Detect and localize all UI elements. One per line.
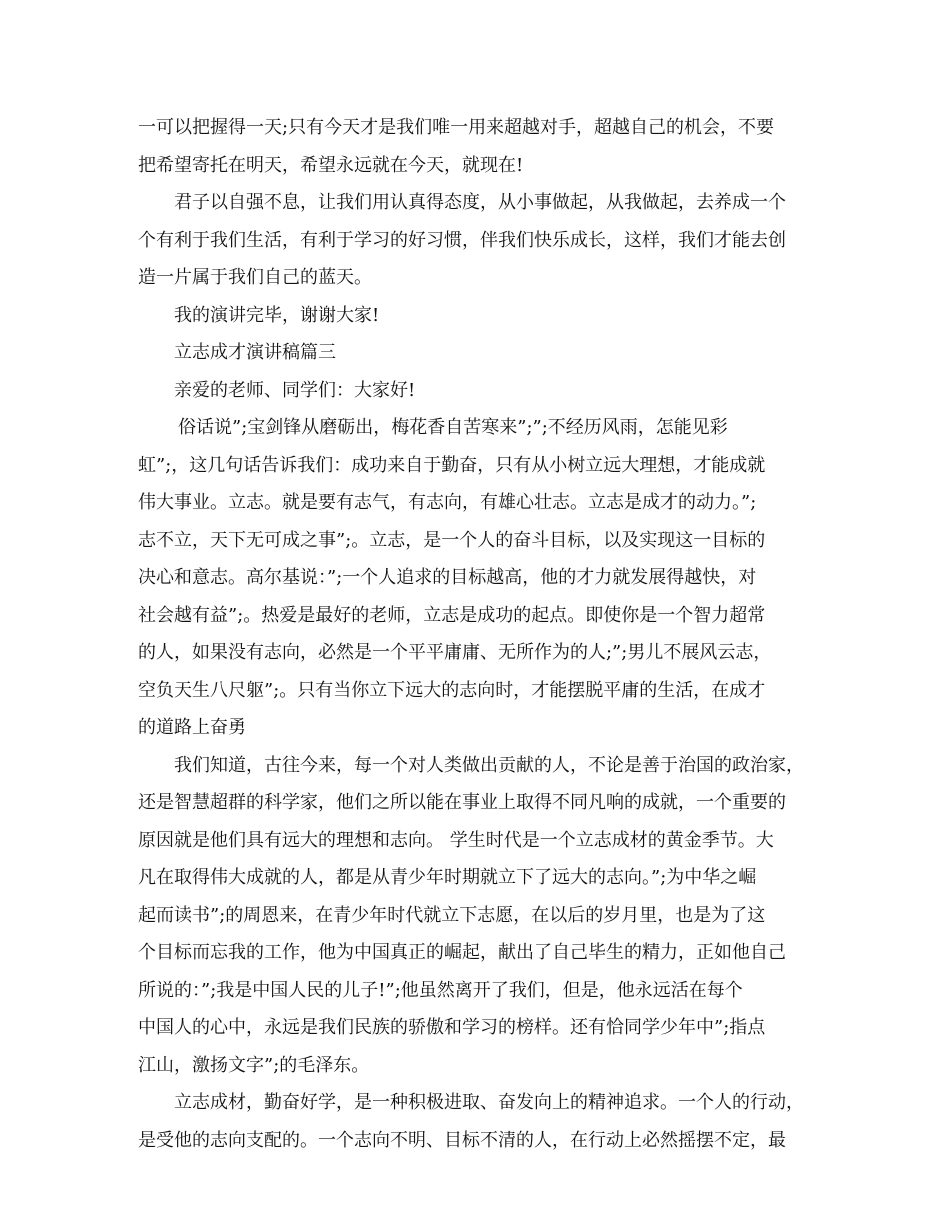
text-line: 还是智慧超群的科学家，他们之所以能在事业上取得不同凡响的成就，一个重要的 (138, 792, 786, 813)
text-line: 所说的：”;我是中国人民的儿子!”;他虽然离开了我们，但是，他永远活在每个 (138, 980, 743, 1001)
text-line: 的人，如果没有志向，必然是一个平平庸庸、无所作为的人;”;男儿不展风云志， (138, 642, 772, 663)
text-line: 把希望寄托在明天，希望永远就在今天，就现在! (138, 155, 524, 176)
text-line: 起而读书”;的周恩来，在青少年时代就立下志愿，在以后的岁月里，也是为了这 (138, 905, 766, 926)
section-heading: 立志成才演讲稿篇三 (174, 342, 336, 363)
text-line: 造一片属于我们自己的蓝天。 (138, 267, 372, 288)
text-line: 立志成材，勤奋好学，是一种积极进取、奋发向上的精神追求。一个人的行动， (174, 1092, 804, 1113)
text-line: 一可以把握得一天;只有今天才是我们唯一用来超越对手，超越自己的机会，不要 (138, 117, 775, 138)
text-line: 我的演讲完毕，谢谢大家! (174, 305, 380, 326)
text-line: 江山，激扬文字”;的毛泽东。 (138, 1055, 370, 1076)
text-line: 的道路上奋勇 (138, 717, 246, 738)
text-line: 是受他的志向支配的。一个志向不明、目标不清的人，在行动上必然摇摆不定，最 (138, 1130, 786, 1151)
text-line: 决心和意志。高尔基说：”;一个人追求的目标越高，他的才力就发展得越快，对 (138, 567, 757, 588)
text-line: 俗话说”;宝剑锋从磨砺出，梅花香自苦寒来”;”;不经历风雨，怎能见彩 (178, 417, 728, 438)
text-line: 个目标而忘我的工作，他为中国真正的崛起，献出了自己毕生的精力，正如他自己 (138, 942, 786, 963)
text-line: 凡在取得伟大成就的人，都是从青少年时期就立下了远大的志向。”;为中华之崛 (138, 867, 757, 888)
text-line: 君子以自强不息，让我们用认真得态度，从小事做起，从我做起，去养成一个 (174, 192, 786, 213)
text-line: 个有利于我们生活，有利于学习的好习惯，伴我们快乐成长，这样，我们才能去创 (138, 230, 786, 251)
text-line: 虹”;，这几句话告诉我们：成功来自于勤奋，只有从小树立远大理想，才能成就 (138, 455, 766, 476)
text-line: 社会越有益”;。热爱是最好的老师，立志是成功的起点。即使你是一个智力超常 (138, 605, 766, 626)
text-line: 我们知道，古往今来，每一个对人类做出贡献的人，不论是善于治国的政治家， (174, 755, 804, 776)
text-line: 空负天生八尺躯”;。只有当你立下远大的志向时，才能摆脱平庸的生活，在成才 (138, 680, 766, 701)
text-line: 原因就是他们具有远大的理想和志向。 学生时代是一个立志成材的黄金季节。大 (138, 830, 774, 851)
text-line: 伟大事业。立志。就是要有志气，有志向，有雄心壮志。立志是成才的动力。”; (138, 492, 757, 513)
text-line: 亲爱的老师、同学们：大家好! (174, 380, 416, 401)
text-line: 志不立，天下无可成之事”;。立志，是一个人的奋斗目标，以及实现这一目标的 (138, 530, 766, 551)
text-line: 中国人的心中，永远是我们民族的骄傲和学习的榜样。还有恰同学少年中”;指点 (138, 1017, 766, 1038)
